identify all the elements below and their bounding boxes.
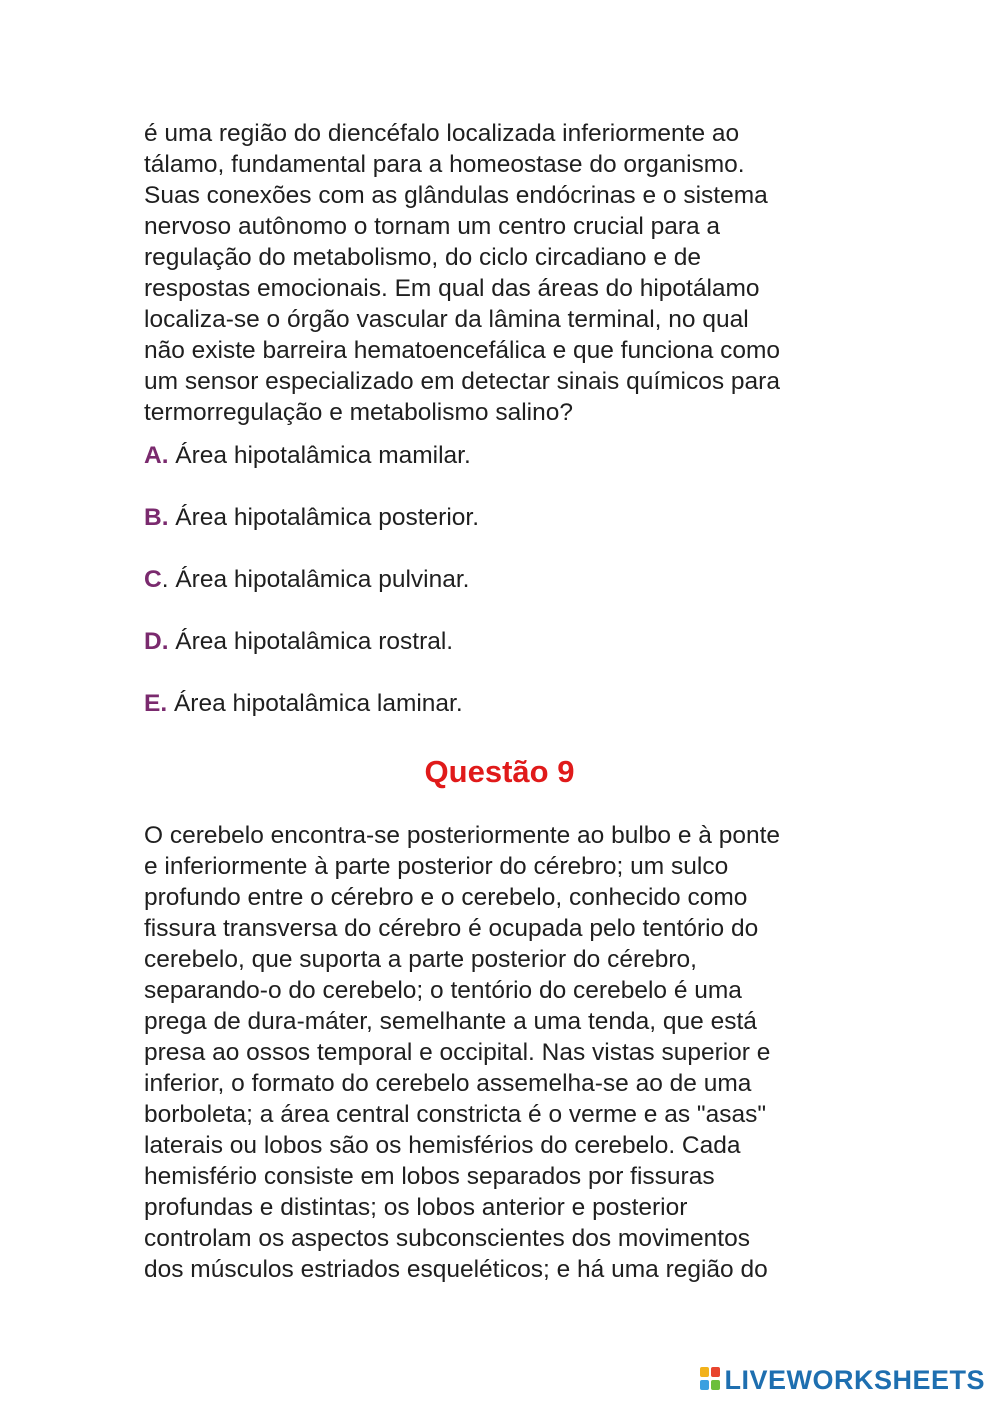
option-letter: A.: [144, 442, 169, 469]
paragraph-line: termorregulação e metabolismo salino?: [144, 399, 573, 426]
option-letter: B.: [144, 504, 169, 531]
question-9-paragraph: [144, 820, 864, 1285]
question-9-title: Questão 9: [424, 754, 575, 789]
paragraph-line: e inferiormente à parte posterior do cérebro; um sulco: [144, 853, 729, 880]
paragraph-line: respostas emocionais. Em qual das áreas do hipotálamo: [144, 275, 760, 302]
question-9-block: [144, 820, 864, 1285]
paragraph-line: tálamo, fundamental para a homeostase do organismo.: [144, 151, 745, 178]
option-text: Área hipotalâmica mamilar.: [168, 442, 471, 469]
question-8-paragraph: [144, 118, 864, 428]
paragraph-line: prega de dura-máter, semelhante a uma tenda, que está: [144, 1008, 757, 1035]
paragraph-line: nervoso autônomo o tornam um centro crucial para a: [144, 213, 721, 240]
paragraph-line: hemisfério consiste em lobos separados por fissuras: [144, 1163, 715, 1190]
paragraph-line: laterais ou lobos são os hemisférios do cerebelo. Cada: [144, 1132, 741, 1159]
paragraph-line: é uma região do diencéfalo localizada inferiormente ao: [144, 120, 740, 147]
option-text: Área hipotalâmica rostral.: [168, 628, 454, 655]
option-c[interactable]: [144, 564, 864, 595]
paragraph-line: presa ao ossos temporal e occipital. Nas vistas superior e: [144, 1039, 771, 1066]
option-b[interactable]: [144, 502, 864, 533]
paragraph-line: um sensor especializado em detectar sinais químicos para: [144, 368, 780, 395]
paragraph-line: não existe barreira hematoencefálica e que funciona como: [144, 337, 781, 364]
logo-text: LIVEWORKSHEETS: [724, 1365, 985, 1395]
option-letter: D.: [144, 628, 169, 655]
paragraph-line: fissura transversa do cérebro é ocupada pelo tentório do: [144, 915, 759, 942]
option-letter: E.: [144, 690, 168, 717]
paragraph-line: controlam os aspectos subconscientes dos movimentos: [144, 1225, 750, 1252]
paragraph-line: cerebelo, que suporta a parte posterior do cérebro,: [144, 946, 697, 973]
paragraph-line: borboleta; a área central constricta é o verme e as "asas": [144, 1101, 767, 1128]
option-text: Área hipotalâmica posterior.: [168, 504, 479, 531]
option-a[interactable]: [144, 440, 864, 471]
paragraph-line: separando-o do cerebelo; o tentório do cerebelo é uma: [144, 977, 742, 1004]
paragraph-line: profundo entre o cérebro e o cerebelo, conhecido como: [144, 884, 748, 911]
option-d[interactable]: [144, 626, 864, 657]
paragraph-line: localiza-se o órgão vascular da lâmina terminal, no qual: [144, 306, 749, 333]
paragraph-line: Suas conexões com as glândulas endócrinas e o sistema: [144, 182, 768, 209]
option-text: Área hipotalâmica pulvinar.: [168, 566, 470, 593]
option-letter: C: [144, 566, 162, 593]
paragraph-line: dos músculos estriados esqueléticos; e há uma região do: [144, 1256, 768, 1283]
liveworksheets-logo[interactable]: [700, 1365, 985, 1395]
paragraph-line: inferior, o formato do cerebelo assemelha-se ao de uma: [144, 1070, 752, 1097]
paragraph-line: regulação do metabolismo, do ciclo circadiano e de: [144, 244, 702, 271]
option-dot: .: [161, 566, 169, 593]
answer-options: [144, 440, 864, 719]
question-8-block: [144, 118, 864, 750]
paragraph-line: O cerebelo encontra-se posteriormente ao bulbo e à ponte: [144, 822, 781, 849]
liveworksheets-logo-icon: [700, 1367, 722, 1393]
paragraph-line: profundas e distintas; os lobos anterior e posterior: [144, 1194, 688, 1221]
option-text: Área hipotalâmica laminar.: [167, 690, 463, 717]
option-e[interactable]: [144, 688, 864, 719]
